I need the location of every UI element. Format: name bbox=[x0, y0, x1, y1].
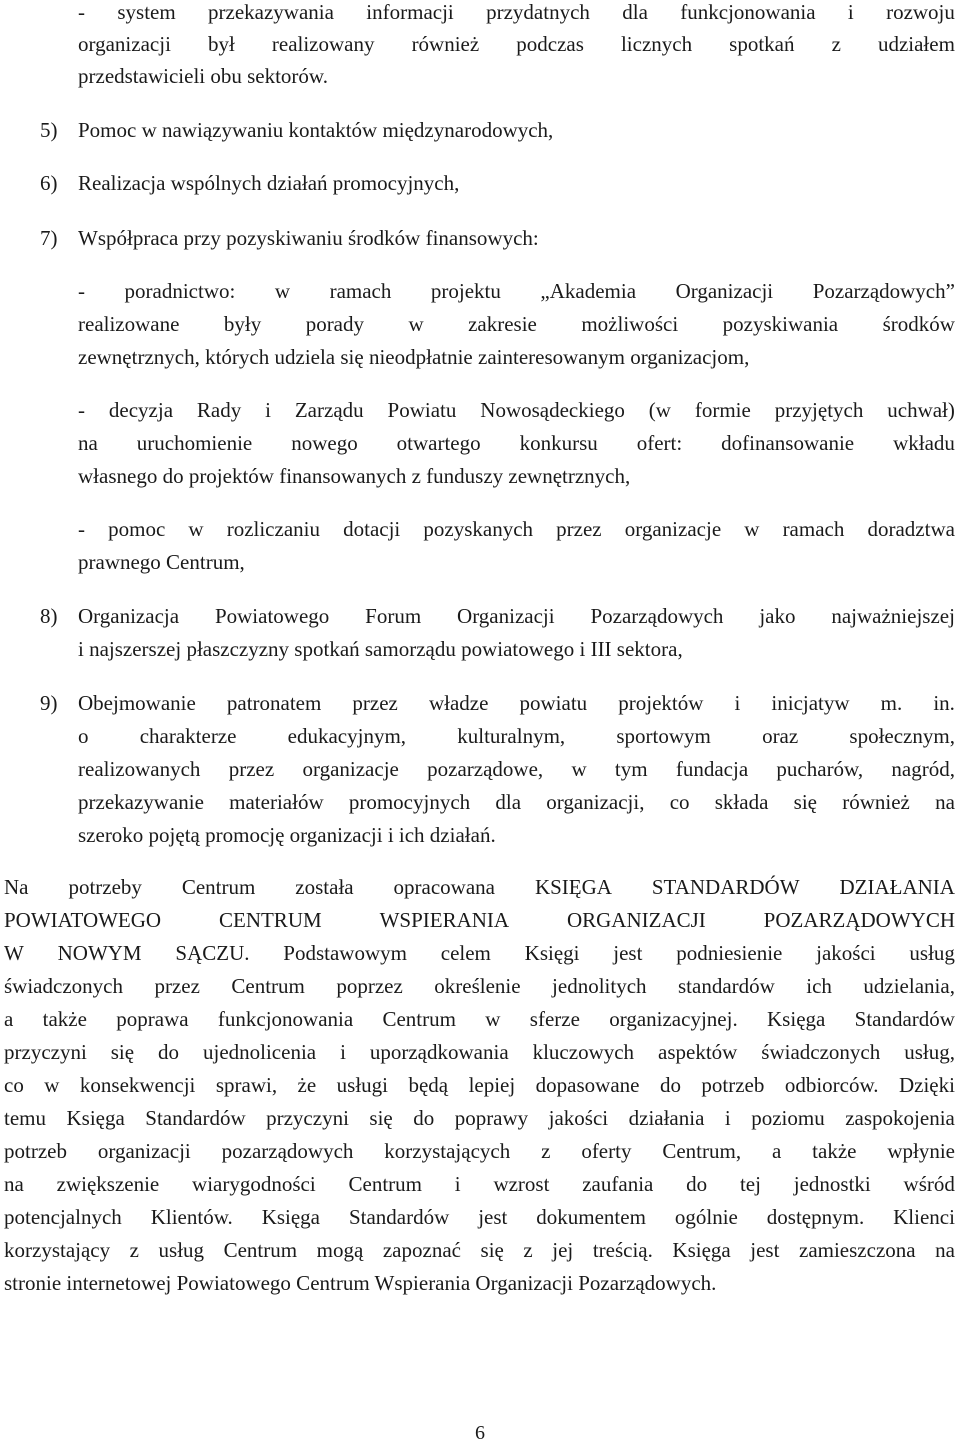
bullet-text-line: - decyzja Rady i Zarządu Powiatu Nowosądeckiego (w formie przyjętych uchwał) bbox=[78, 398, 955, 422]
list-number: 5) bbox=[40, 118, 58, 142]
paragraph-line: na zwiększenie wiarygodności Centrum i wzrost zaufania do tej jednostki wśród bbox=[4, 1172, 955, 1196]
paragraph-line: W NOWYM SĄCZU. Podstawowym celem Księgi jest podniesienie jakości usług bbox=[4, 941, 955, 965]
list-item-text: szeroko pojętą promocję organizacji i ich działań. bbox=[78, 823, 496, 847]
paragraph-line: POWIATOWEGO CENTRUM WSPIERANIA ORGANIZACJI POZARZĄDOWYCH bbox=[4, 908, 955, 932]
paragraph-line: temu Księga Standardów przyczyni się do poprawy jakości działania i poziomu zaspokojenia bbox=[4, 1106, 955, 1130]
paragraph-line: stronie internetowej Powiatowego Centrum Wspierania Organizacji Pozarządowych. bbox=[4, 1271, 717, 1295]
bullet-text-line: własnego do projektów finansowanych z funduszy zewnętrznych, bbox=[78, 464, 631, 488]
page-number: 6 bbox=[475, 1422, 485, 1444]
paragraph-line: potrzeb organizacji pozarządowych korzystających z oferty Centrum, a także wpłynie bbox=[4, 1139, 955, 1163]
list-item-text: Pomoc w nawiązywaniu kontaktów międzynarodowych, bbox=[78, 118, 554, 142]
bullet-text-line: prawnego Centrum, bbox=[78, 550, 245, 574]
paragraph-line: przyczyni się do ujednolicenia i uporządkowania kluczowych aspektów świadczonych usług, bbox=[4, 1040, 955, 1064]
text-line: organizacji był realizowany również podczas licznych spotkań z udziałem bbox=[78, 32, 955, 56]
list-item-text: realizowanych przez organizacje pozarządowe, w tym fundacja pucharów, nagród, bbox=[78, 757, 955, 781]
bullet-text-line: - poradnictwo: w ramach projektu „Akademia Organizacji Pozarządowych” bbox=[78, 279, 955, 303]
list-item-text: Organizacja Powiatowego Forum Organizacji Pozarządowych jako najważniejszej bbox=[78, 604, 955, 628]
text-line: przedstawicieli obu sektorów. bbox=[78, 64, 328, 88]
paragraph-line: korzystający z usług Centrum mogą zapoznać się z jej treścią. Księga jest zamieszczona na bbox=[4, 1238, 955, 1262]
list-item-text: Obejmowanie patronatem przez władze powiatu projektów i inicjatyw m. in. bbox=[78, 691, 955, 715]
list-item-text: o charakterze edukacyjnym, kulturalnym, sportowym oraz społecznym, bbox=[78, 724, 955, 748]
paragraph-line: co w konsekwencji sprawi, że usługi będą lepiej dopasowane do potrzeb odbiorców. Dzięki bbox=[4, 1073, 955, 1097]
list-number: 9) bbox=[40, 691, 58, 715]
bullet-text-line: - pomoc w rozliczaniu dotacji pozyskanych przez organizacje w ramach doradztwa bbox=[78, 517, 955, 541]
list-item-text: Współpraca przy pozyskiwaniu środków finansowych: bbox=[78, 226, 539, 250]
paragraph-line: Na potrzeby Centrum została opracowana KSIĘGA STANDARDÓW DZIAŁANIA bbox=[4, 875, 955, 899]
text-line: - system przekazywania informacji przydatnych dla funkcjonowania i rozwoju bbox=[78, 0, 955, 24]
list-number: 6) bbox=[40, 171, 58, 195]
paragraph-line: potencjalnych Klientów. Księga Standardów jest dokumentem ogólnie dostępnym. Klienci bbox=[4, 1205, 955, 1229]
list-item-text: Realizacja wspólnych działań promocyjnych, bbox=[78, 171, 460, 195]
bullet-text-line: na uruchomienie nowego otwartego konkursu ofert: dofinansowanie wkładu bbox=[78, 431, 955, 455]
paragraph-line: a także poprawa funkcjonowania Centrum w sferze organizacyjnej. Księga Standardów bbox=[4, 1007, 955, 1031]
bullet-text-line: zewnętrznych, których udziela się nieodpłatnie zainteresowanym organizacjom, bbox=[78, 345, 750, 369]
list-item-text: przekazywanie materiałów promocyjnych dla organizacji, co składa się również na bbox=[78, 790, 955, 814]
bullet-text-line: realizowane były porady w zakresie możliwości pozyskiwania środków bbox=[78, 312, 955, 336]
list-item-text: i najszerszej płaszczyzny spotkań samorządu powiatowego i III sektora, bbox=[78, 637, 683, 661]
list-number: 8) bbox=[40, 604, 58, 628]
list-number: 7) bbox=[40, 226, 58, 250]
paragraph-line: świadczonych przez Centrum poprzez określenie jednolitych standardów ich udzielania, bbox=[4, 974, 955, 998]
